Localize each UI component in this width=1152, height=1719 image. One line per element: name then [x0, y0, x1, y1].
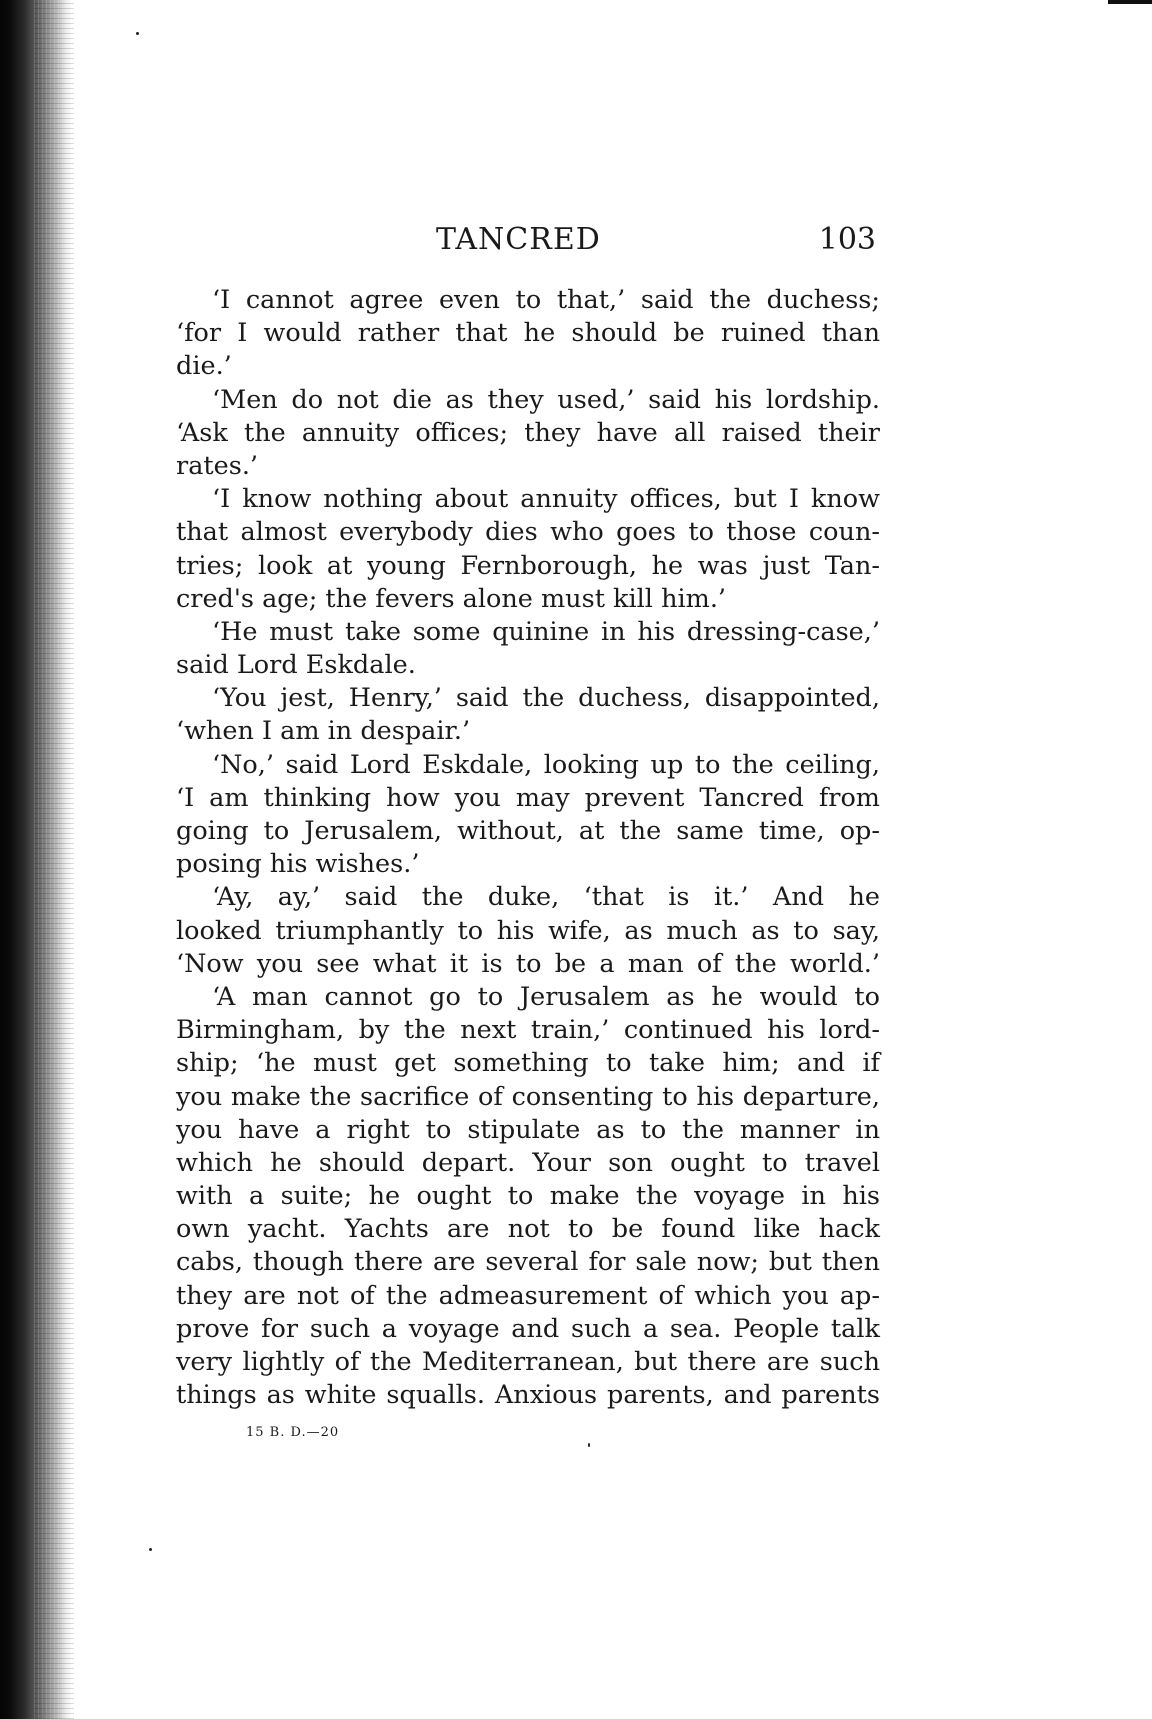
text-line: ‘I am thinking how you may prevent Tancred from: [176, 782, 880, 813]
running-head: [176, 222, 876, 262]
text-line: ‘You jest, Henry,’ said the duchess, disappointed,: [212, 683, 880, 714]
text-line: that almost everybody dies who goes to those coun-: [176, 517, 880, 548]
text-line: with a suite; he ought to make the voyage in his: [176, 1181, 880, 1212]
text-line: ‘No,’ said Lord Eskdale, looking up to the ceiling,: [212, 749, 880, 780]
body-text: [176, 284, 880, 1412]
text-line: cred's age; the fevers alone must kill him.’: [176, 583, 727, 614]
paper-speck: [136, 32, 139, 35]
text-line: own yacht. Yachts are not to be found like hack: [176, 1214, 880, 1245]
text-line: ‘I cannot agree even to that,’ said the duchess;: [212, 285, 880, 315]
text-line: things as white squalls. Anxious parents, and parents: [176, 1380, 880, 1411]
text-line: die.’: [176, 351, 232, 382]
text-line: very lightly of the Mediterranean, but there are such: [176, 1347, 880, 1377]
text-line: Birmingham, by the next train,’ continued his lord-: [176, 1015, 880, 1046]
text-line: ‘Ask the annuity offices; they have all raised their: [176, 417, 880, 448]
text-line: ‘I know nothing about annuity offices, but I know: [212, 484, 880, 515]
text-line: looked triumphantly to his wife, as much as to say,: [176, 915, 880, 946]
text-line: going to Jerusalem, without, at the same time, op-: [176, 816, 880, 846]
page-number: 103: [818, 222, 876, 257]
text-line: ‘A man cannot go to Jerusalem as he would to: [212, 981, 880, 1012]
text-line: ‘when I am in despair.’: [176, 716, 471, 747]
top-edge-mark: [1108, 0, 1152, 4]
text-line: rates.’: [176, 450, 259, 481]
text-line: you have a right to stipulate as to the manner in: [176, 1114, 880, 1145]
text-line: ‘Men do not die as they used,’ said his lordship.: [212, 384, 880, 415]
paper-speck: [149, 1548, 152, 1551]
signature-mark: 15 B. D.—20: [246, 1425, 340, 1440]
text-line: they are not of the admeasurement of which you ap-: [176, 1280, 880, 1311]
text-line: which he should depart. Your son ought to travel: [176, 1147, 880, 1178]
text-line: said Lord Eskdale.: [176, 650, 416, 681]
text-line: cabs, though there are several for sale now; but then: [176, 1247, 880, 1278]
text-line: posing his wishes.’: [176, 849, 420, 880]
binding-texture: [34, 0, 74, 1719]
text-line: ‘Ay, ay,’ said the duke, ‘that is it.’ And he: [212, 882, 880, 913]
text-line: prove for such a voyage and such a sea. People talk: [176, 1313, 880, 1344]
text-line: ‘He must take some quinine in his dressing-case,’: [212, 616, 880, 647]
paper-speck: [588, 1443, 590, 1447]
text-line: ‘Now you see what it is to be a man of the world.’: [176, 948, 880, 979]
text-line: ‘for I would rather that he should be ruined than: [176, 318, 880, 349]
text-line: tries; look at young Fernborough, he was just Tan-: [176, 550, 880, 581]
text-line: ship; ‘he must get something to take him; and if: [176, 1048, 880, 1079]
text-line: you make the sacrifice of consenting to his departure,: [176, 1081, 880, 1112]
running-title: TANCRED: [436, 222, 601, 257]
